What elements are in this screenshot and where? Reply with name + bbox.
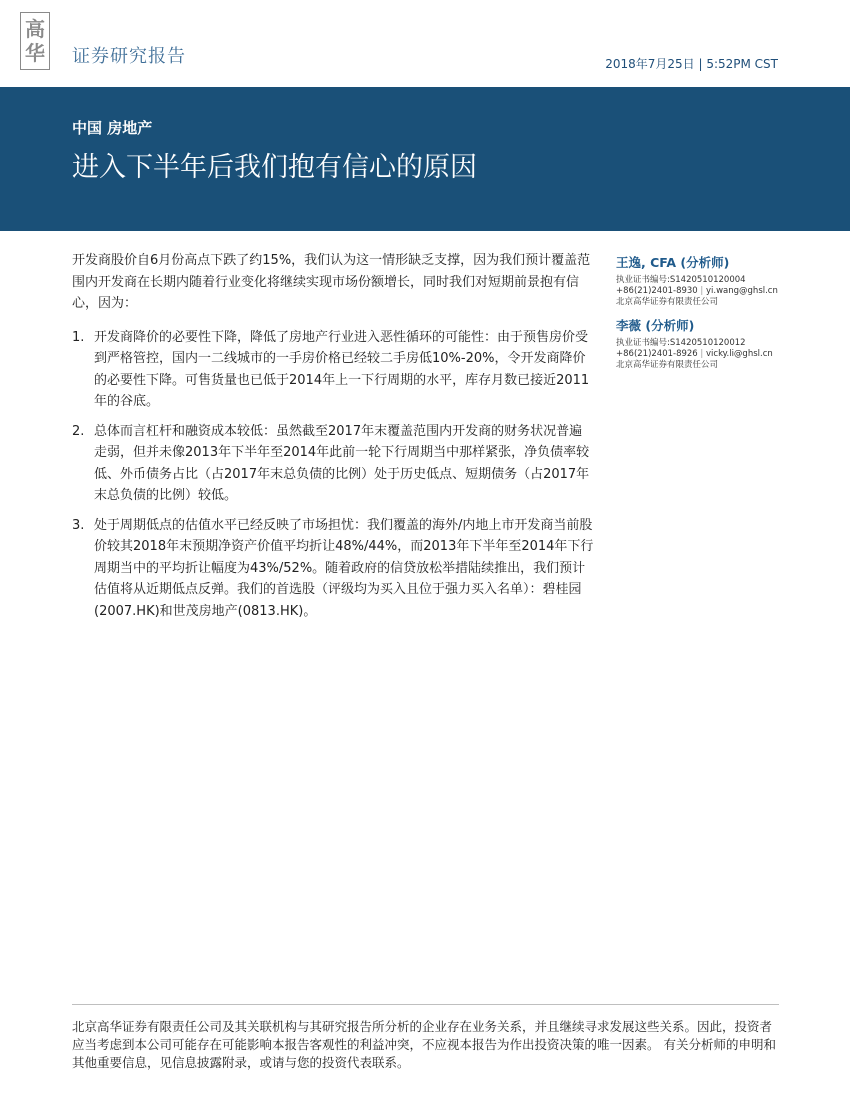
analyst-license: 执业证书编号:S1420510120012 (616, 338, 746, 348)
report-type-label: 证券研究报告 (72, 46, 186, 67)
list-number: 1. (72, 329, 85, 345)
analyst-email[interactable]: vicky.li@ghsl.cn (706, 349, 773, 359)
footer-divider (72, 1004, 779, 1005)
logo-seal (20, 12, 50, 70)
analyst-license: 执业证书编号:S1420510120004 (616, 275, 746, 285)
intro-paragraph: 开发商股价自6月份高点下跌了约15%，我们认为这一情形缺乏支撑，因为我们预计覆盖范围内开发商在长期内随着行业变化将继续实现市场份额增长，同时我们对短期前景抱有信心，因为： (72, 253, 591, 311)
analyst-phone: +86(21)2401-8930 (616, 286, 698, 296)
list-number: 2. (72, 423, 85, 439)
contact-separator: | (700, 349, 706, 359)
analyst-firm: 北京高华证券有限责任公司 (616, 297, 719, 307)
list-number: 3. (72, 517, 85, 533)
report-body (72, 250, 594, 630)
title-banner (0, 87, 850, 231)
sector-label: 中国 房地产 (72, 119, 153, 137)
disclaimer-text: 北京高华证券有限责任公司及其关联机构与其研究报告所分析的企业存在业务关系，并且继续寻求发展这些关系。因此，投资者应当考虑到本公司可能存在可能影响本报告客观性的利益冲突，不应视本报告为作出投资决策的唯一因素。 有关分析师的申明和其他重要信息，见信息披露附录，或请与您的投资代表联系。 (72, 1019, 776, 1070)
contact-separator: | (700, 286, 706, 296)
analyst-name: 李薇 (分析师) (616, 318, 695, 333)
list-item (72, 327, 594, 413)
analyst-contact (616, 286, 796, 297)
logo-char-1: 高 (25, 17, 45, 41)
analyst-phone: +86(21)2401-8926 (616, 349, 698, 359)
list-item (72, 515, 594, 623)
reasons-list (72, 327, 594, 623)
analyst-firm: 北京高华证券有限责任公司 (616, 360, 719, 370)
analyst-card (616, 316, 796, 371)
report-datetime: 2018年7月25日 | 5:52PM CST (605, 57, 778, 71)
list-text: 开发商降价的必要性下降，降低了房地产行业进入恶性循环的可能性：由于预售房价受到严格管控，国内一二线城市的一手房价格已经较二手房低10%-20%，令开发商降价的必要性下降。可售货量也已低于2014年上一下行周期的水平，库存月数已接近2011年的谷底。 (94, 329, 590, 409)
analyst-sidebar (616, 253, 796, 379)
list-item (72, 421, 594, 507)
list-text: 处于周期低点的估值水平已经反映了市场担忧：我们覆盖的海外/内地上市开发商当前股价较其2018年末预期净资产价值平均折让48%/44%，而2013年下半年至2014年下行周期当中的平均折让幅度为43%/52%。随着政府的信贷放松举措陆续推出，我们预计估值将从近期低点反弹。我们的首选股（评级均为买入且位于强力买入名单）：碧桂园(2007.HK)和世茂房地产(0813.HK)。 (94, 517, 594, 619)
analyst-contact (616, 349, 796, 360)
analyst-card (616, 253, 796, 308)
analyst-email[interactable]: yi.wang@ghsl.cn (706, 286, 778, 296)
report-title: 进入下半年后我们抱有信心的原因 (72, 152, 477, 183)
list-text: 总体而言杠杆和融资成本较低：虽然截至2017年末覆盖范围内开发商的财务状况普遍走弱，但并未像2013年下半年至2014年此前一轮下行周期当中那样紧张，净负债率较低、外币债务占比（占2017年末总负债的比例）处于历史低点、短期债务（占2017年末总负债的比例）较低。 (94, 423, 590, 503)
analyst-name: 王逸, CFA (分析师) (616, 255, 730, 270)
logo-char-2: 华 (25, 41, 45, 65)
